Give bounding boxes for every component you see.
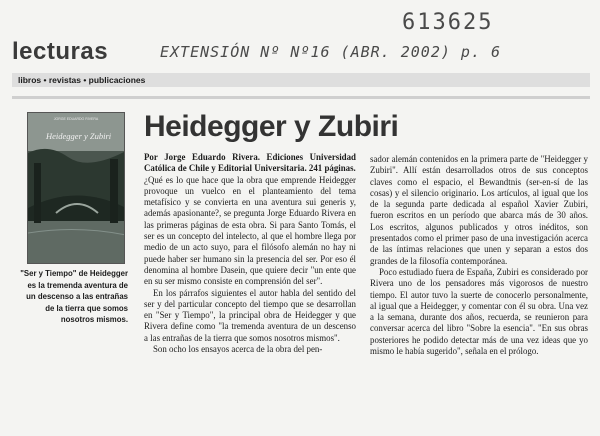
article-paragraph: Son ocho los ensayos acerca de la obra del pen- [153,344,323,355]
section-title: lecturas [12,38,109,65]
divider-rule [12,96,590,99]
handwritten-reference-number: 613625 [402,10,494,35]
subnav-categories: libros • revistas • publicaciones [12,73,590,87]
article-paragraph: Poco estudiado fuera de España, Zubiri es considerado por Rivera uno de los pensadores más vigorosos de nuestro tiempo. El autor tuvo la suerte de conocerlo personalmente, al igual que a Heidegger, y comentar con él su obra. Una vez a la semana, durante dos años, recuerda, se reunieron para conversar acerca del libro "Sobre la esencia". "En sus obras posteriores he podido detectar más de una vez ideas que yo mismo le había sugerido", señala en el prólogo. [370,266,588,357]
book-cover-image [27,112,125,264]
article-paragraph: sador alemán contenidos en la primera parte de "Heidegger y Zubiri". Allí están desarrollados otros de sus conceptos claves como el espacio, el Bewandtnis (ser-en-sí de las cosas) y el silencio originario. Los artículos, al igual que los de la segunda parte dedicada al español Xavier Zubiri, fueron escritos en un período que abarca más de 30 años. Los escritos, algunos publicados y otros inéditos, son presentados como el primer paso de una investigación acerca de las íntimas relaciones que unen y separan a estos dos grandes de la filosofía contemporánea. [370,154,588,266]
article-headline: Heidegger y Zubiri [144,110,399,143]
article-paragraph: En los párrafos siguientes el autor habla del sentido del ser y del particular concepto del tiempo que se desarrollan en "Ser y Tiempo", la principal obra de Heidegger y que Rivera define como "la tremenda aventura de un descenso a las entrañas de la tierra que somos nosotros mismos". [144,287,356,343]
handwritten-source-note: EXTENSIÓN Nº Nº16 (ABR. 2002) p. 6 [160,43,502,61]
image-caption: "Ser y Tiempo" de Heidegger es la tremenda aventura de un descenso a las entrañas de la tierra que somos nosotros mismos. [20,269,128,324]
cover-title: Heidegger y Zubiri [46,131,112,141]
article-column-2 [370,154,588,357]
cover-publisher: JORGE EDUARDO RIVERA [53,117,99,121]
article-paragraph: ¿Qué es lo que hace que la obra que emprende Heidegger provoque un vuelco en el planteamiento del tema metafísico y se convierta en una aventura sui generis y, además apasionante?, se pregunta Jorge Eduardo Rivera en las primeras páginas de esta obra. Si para Santo Tomás, el ser es un concepto del intelecto, al que el hombre llega por medio de un acto suyo, para el filósofo alemán no hay ni puede haber ser humano sin la presencia del ser. Por eso él denomina al hombre Dasein, que quiere decir "un ente que en su ser mismo consiste en comprensión del ser". [144,174,356,287]
article-column-1 [144,152,356,355]
article-byline: Por Jorge Eduardo Rivera. Ediciones Universidad Católica de Chile y Editorial Universitaria. 241 páginas. [144,152,356,174]
